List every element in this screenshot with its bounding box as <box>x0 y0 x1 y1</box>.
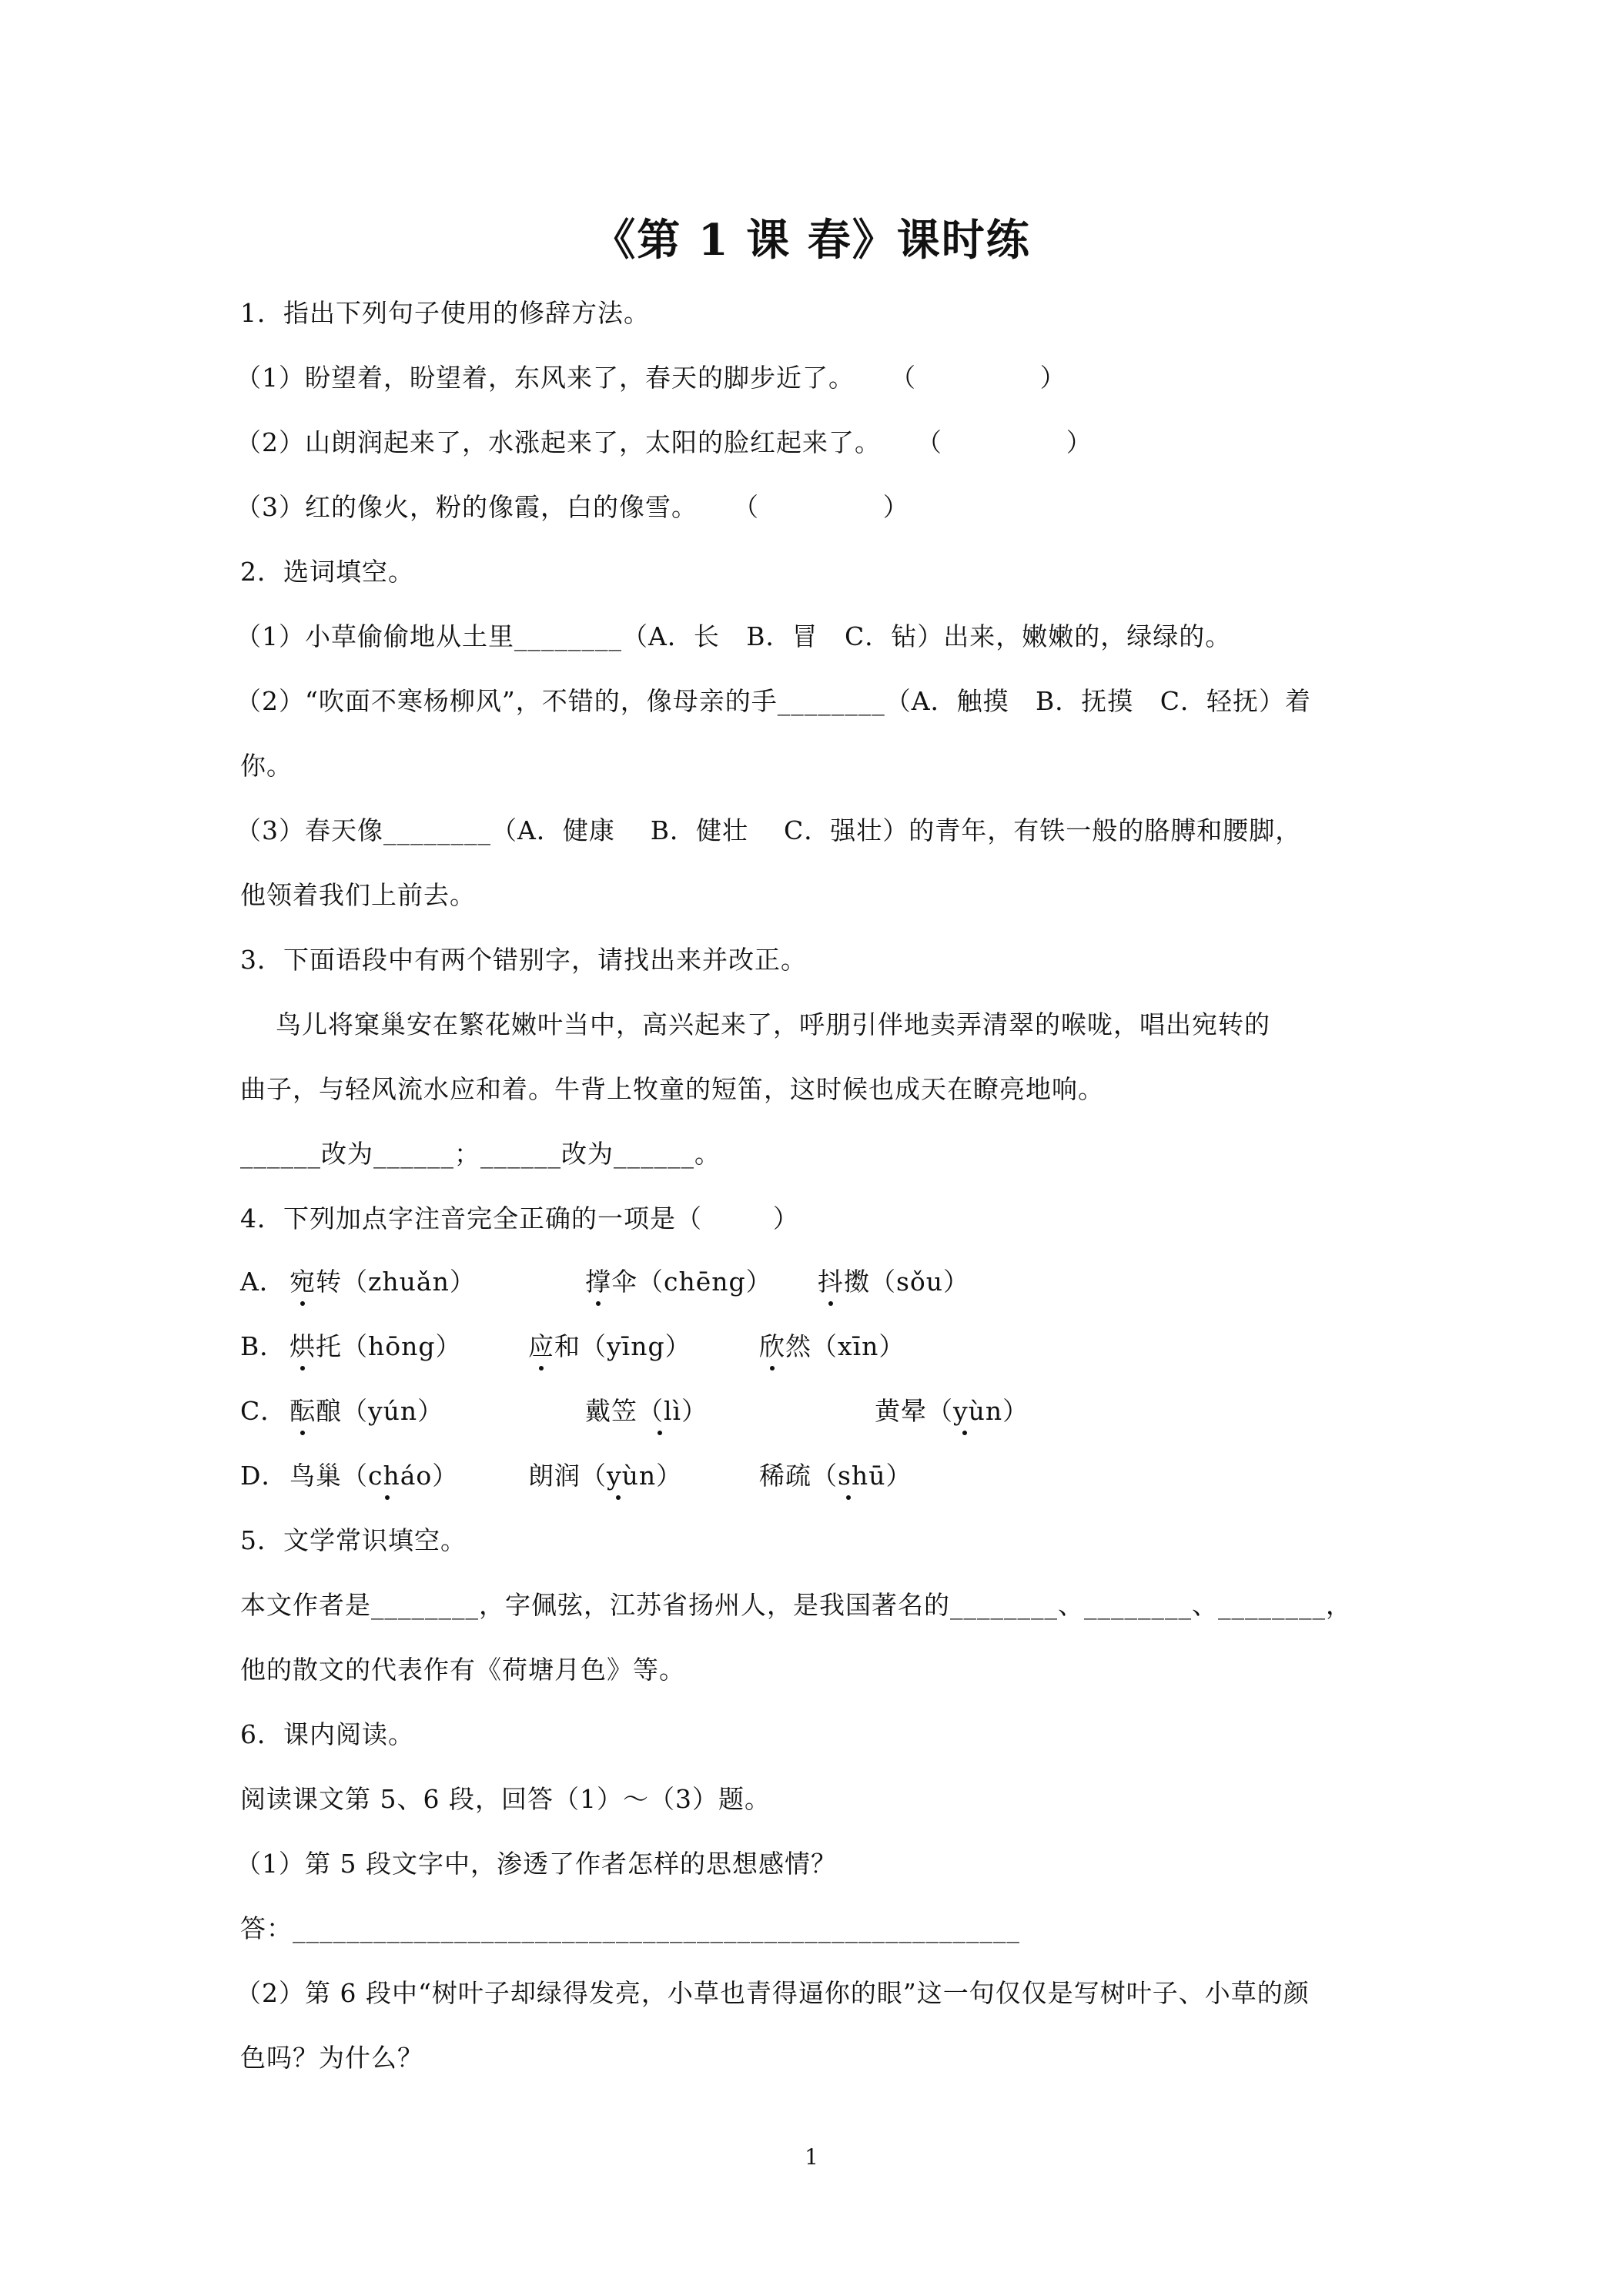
q6-intro: 阅读课文第 5、6 段，回答（1）～（3）题。 <box>240 1784 771 1814</box>
dotted-char: 晕（yùn） <box>901 1392 1029 1431</box>
option-word-2: 朗润（yùn） <box>528 1457 682 1495</box>
q1-item-3: （3）红的像火，粉的像霞，白的像雪。 （ ） <box>236 492 909 522</box>
q2-item-2: （2）“吹面不寒杨柳风”，不错的，像母亲的手________（A．触摸 B．抚摸 C．轻抚）着 <box>236 686 1312 716</box>
option-word-2: 戴笠（lì） <box>585 1392 708 1431</box>
q3-answer-blanks: ______改为______；______改为______。 <box>240 1139 721 1169</box>
q5-stem: 5．文学常识填空。 <box>240 1525 467 1555</box>
q1-item-2: （2）山朗润起来了，水涨起来了，太阳的脸红起来了。 （ ） <box>236 427 1093 457</box>
dotted-char: 应 <box>528 1327 554 1366</box>
q6-part-2: （2）第 6 段中“树叶子却绿得发亮，小草也青得逼你的眼”这一句仅仅是写树叶子、小草的颜 <box>236 1978 1310 2008</box>
dotted-char: 润（yùn） <box>554 1457 682 1495</box>
option-word-3: 黄晕（yùn） <box>875 1392 1029 1431</box>
page-number: 1 <box>805 2144 818 2170</box>
dotted-char: 笠（lì） <box>611 1392 708 1431</box>
q3-passage-line-1: 鸟儿将窠巢安在繁花嫩叶当中，高兴起来了，呼朋引伴地卖弄清翠的喉咙，唱出宛转的 <box>240 1009 1270 1039</box>
option-label: B． <box>240 1331 286 1361</box>
q2-item-3: （3）春天像________（A．健康 B．健壮 C．强壮）的青年，有铁一般的胳膊和腰脚， <box>236 815 1302 845</box>
option-word-3: 欣然（xīn） <box>759 1327 905 1366</box>
option-word-1: 鸟巢（cháo） <box>289 1457 458 1495</box>
q2-item-3-cont: 他领着我们上前去。 <box>240 880 476 910</box>
option-label: D． <box>240 1461 288 1491</box>
option-word-1: 宛转（zhuǎn） <box>289 1263 476 1301</box>
dotted-char: 疏（shū） <box>785 1457 912 1495</box>
q5-line-1: 本文作者是________，字佩弦，江苏省扬州人，是我国著名的________、________、________， <box>240 1590 1352 1620</box>
q6-part-2-cont: 色吗？为什么？ <box>240 2043 423 2073</box>
dotted-char: 酝 <box>289 1392 316 1431</box>
q2-stem: 2．选词填空。 <box>240 557 414 587</box>
page-title: 《第 1 课 春》课时练 <box>592 215 1031 266</box>
dotted-char: 撑 <box>585 1263 611 1301</box>
option-label: A． <box>240 1267 286 1297</box>
q1-item-1: （1）盼望着，盼望着，东风来了，春天的脚步近了。 （ ） <box>236 363 1066 393</box>
option-word-3: 抖擞（sǒu） <box>818 1263 969 1301</box>
dotted-char: 烘 <box>289 1327 316 1366</box>
q3-stem: 3．下面语段中有两个错别字，请找出来并改正。 <box>240 945 807 975</box>
dotted-char: 欣 <box>759 1327 785 1366</box>
q6-stem: 6．课内阅读。 <box>240 1719 414 1749</box>
q5-line-2: 他的散文的代表作有《荷塘月色》等。 <box>240 1655 685 1685</box>
option-word-3: 稀疏（shū） <box>759 1457 912 1495</box>
q6-answer-line: 答：______________________________________________________ <box>240 1913 1020 1943</box>
q4-stem: 4．下列加点字注音完全正确的一项是（ ） <box>240 1203 799 1233</box>
q6-part-1: （1）第 5 段文字中，渗透了作者怎样的思想感情？ <box>236 1849 837 1879</box>
q2-item-2-cont: 你。 <box>240 751 293 781</box>
option-word-1: 酝酿（yún） <box>289 1392 443 1431</box>
q3-passage-line-2: 曲子，与轻风流水应和着。牛背上牧童的短笛，这时候也成天在瞭亮地响。 <box>240 1074 1104 1104</box>
option-word-2: 应和（yīng） <box>528 1327 691 1366</box>
dotted-char: 抖 <box>818 1263 844 1301</box>
q2-item-1: （1）小草偷偷地从土里________（A．长 B．冒 C．钻）出来，嫩嫩的，绿绿的。 <box>236 621 1232 651</box>
q1-stem: 1．指出下列句子使用的修辞方法。 <box>240 298 650 328</box>
option-label: C． <box>240 1396 287 1426</box>
option-word-2: 撑伞（chēng） <box>585 1263 772 1301</box>
dotted-char: 巢（cháo） <box>316 1457 458 1495</box>
dotted-char: 宛 <box>289 1263 316 1301</box>
option-word-1: 烘托（hōng） <box>289 1327 462 1366</box>
